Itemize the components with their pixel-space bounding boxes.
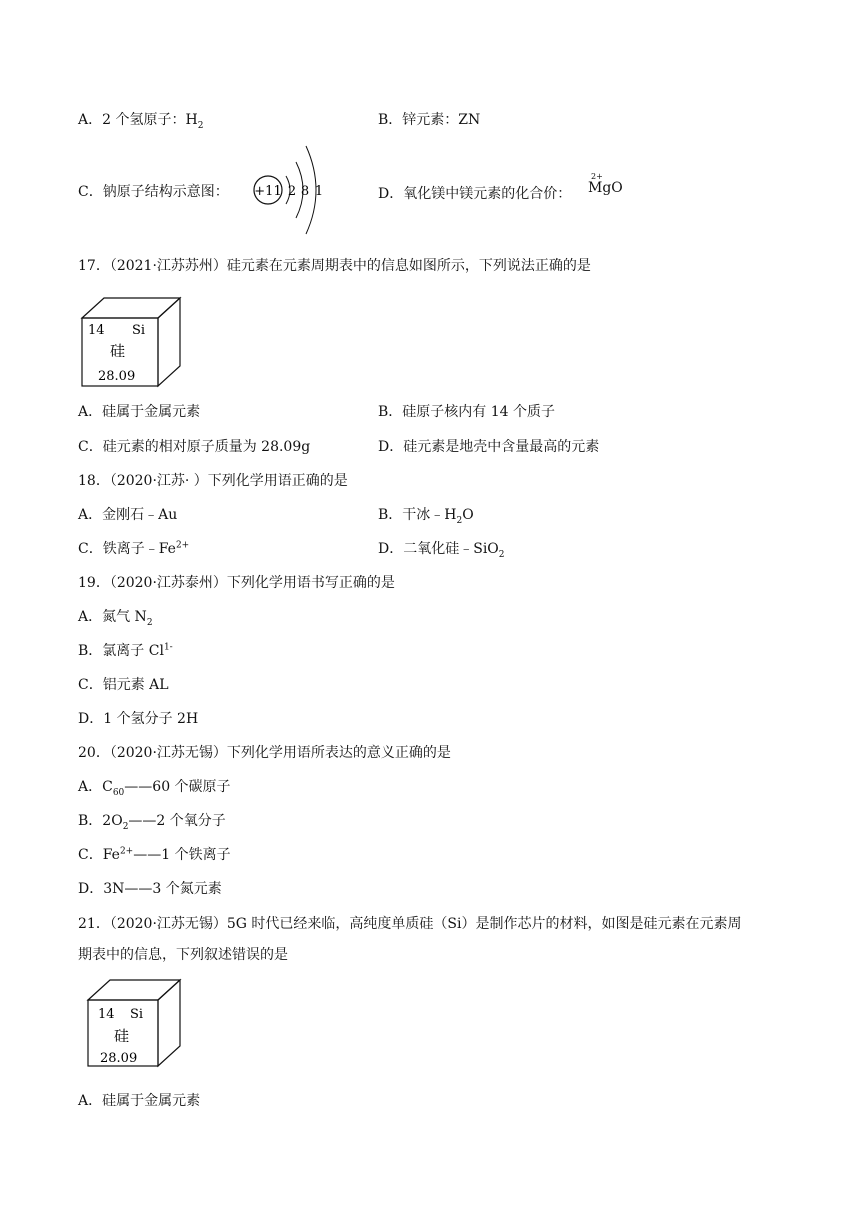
atomic-mass: 28.09 xyxy=(100,1051,138,1066)
q18-option-c xyxy=(78,539,189,559)
nucleus-charge: +11 xyxy=(254,184,282,199)
atomic-number: 14 xyxy=(88,323,105,338)
subscript: 2 xyxy=(197,120,204,131)
q16-option-a xyxy=(78,110,203,130)
q19-stem: 19．（2020·江苏泰州）下列化学用语书写正确的是 xyxy=(78,575,395,591)
q20-option-c-suffix: ——1 个铁离子 xyxy=(133,847,231,863)
q17-option-d: D．硅元素是地壳中含量最高的元素 xyxy=(378,439,600,455)
valence-notation xyxy=(588,172,623,196)
q18-option-b-suffix: O xyxy=(462,507,474,523)
subscript: 2 xyxy=(122,821,129,832)
q18-option-d-text: D．二氧化硅﹣SiO xyxy=(378,541,499,557)
element-symbol: Si xyxy=(130,1007,144,1022)
q21-stem-line-1: 21．（2020·江苏无锡）5G 时代已经来临，高纯度单质硅（Si）是制作芯片的材料，如图是硅元素在元素周 xyxy=(78,916,742,932)
q20-option-a-suffix: ——60 个碳原子 xyxy=(124,779,231,795)
q19-option-b-text: B．氯离子 Cl xyxy=(78,643,164,659)
q18-option-c-text: C．铁离子﹣Fe xyxy=(78,541,176,557)
q18-option-b-text: B．干冰﹣H xyxy=(378,507,457,523)
atomic-number: 14 xyxy=(98,1007,115,1022)
q18-option-a: A．金刚石﹣Au xyxy=(78,507,178,523)
superscript: 2+ xyxy=(119,846,134,857)
q19-option-d: D．1 个氢分子 2H xyxy=(78,711,199,727)
q18-option-b xyxy=(378,505,474,525)
atomic-mass: 28.09 xyxy=(98,369,136,384)
subscript: 60 xyxy=(112,787,125,798)
q20-option-c xyxy=(78,845,231,865)
q20-option-d: D．3N——3 个氮元素 xyxy=(78,881,222,897)
shell-2-electrons: 8 xyxy=(300,184,310,199)
valence-charge: 2+ xyxy=(591,172,603,181)
valence-formula: MgO xyxy=(588,180,623,196)
q17-stem: 17．（2021·江苏苏州）硅元素在元素周期表中的信息如图所示，下列说法正确的是 xyxy=(78,258,591,274)
shell-1-electrons: 2 xyxy=(287,184,297,199)
q19-option-a xyxy=(78,607,153,627)
element-name: 硅 xyxy=(114,1027,130,1045)
q19-option-c: C．铝元素 AL xyxy=(78,677,169,693)
q20-option-b-suffix: ——2 个氧分子 xyxy=(128,813,226,829)
superscript: 2+ xyxy=(175,540,190,551)
subscript: 2 xyxy=(146,617,153,628)
sodium-atom-structure-diagram xyxy=(250,140,330,244)
q21-option-a: A．硅属于金属元素 xyxy=(78,1093,201,1109)
q21-element-card xyxy=(86,978,184,1070)
subscript: 2 xyxy=(498,549,505,560)
q20-option-a-text: A．C xyxy=(78,779,113,795)
q16-option-b: B．锌元素：ZN xyxy=(378,112,481,128)
subscript: 2 xyxy=(456,515,463,526)
q18-stem: 18．（2020·江苏· ）下列化学用语正确的是 xyxy=(78,473,348,489)
q18-option-d xyxy=(378,539,505,559)
q21-stem-line-2: 期表中的信息，下列叙述错误的是 xyxy=(78,947,288,963)
q19-option-a-text: A．氮气 N xyxy=(78,609,147,625)
superscript: 1- xyxy=(163,642,173,653)
q20-option-a xyxy=(78,777,231,797)
q16-option-d: D．氧化镁中镁元素的化合价： xyxy=(378,186,572,202)
q19-option-b xyxy=(78,641,173,661)
q16-option-a-text: A．2 个氢原子：H xyxy=(78,112,198,128)
q20-option-b-text: B．2O xyxy=(78,813,123,829)
q20-option-c-text: C．Fe xyxy=(78,847,120,863)
q16-option-c: C．钠原子结构示意图： xyxy=(78,184,229,200)
q17-option-a: A．硅属于金属元素 xyxy=(78,404,201,420)
shell-3-electrons: 1 xyxy=(314,184,324,199)
q17-option-c: C．硅元素的相对原子质量为 28.09g xyxy=(78,439,311,455)
element-symbol: Si xyxy=(132,323,146,338)
q20-stem: 20．（2020·江苏无锡）下列化学用语所表达的意义正确的是 xyxy=(78,745,451,761)
q17-element-card xyxy=(80,296,184,390)
q17-option-b: B．硅原子核内有 14 个质子 xyxy=(378,404,556,420)
q20-option-b xyxy=(78,811,226,831)
element-name: 硅 xyxy=(110,342,126,360)
